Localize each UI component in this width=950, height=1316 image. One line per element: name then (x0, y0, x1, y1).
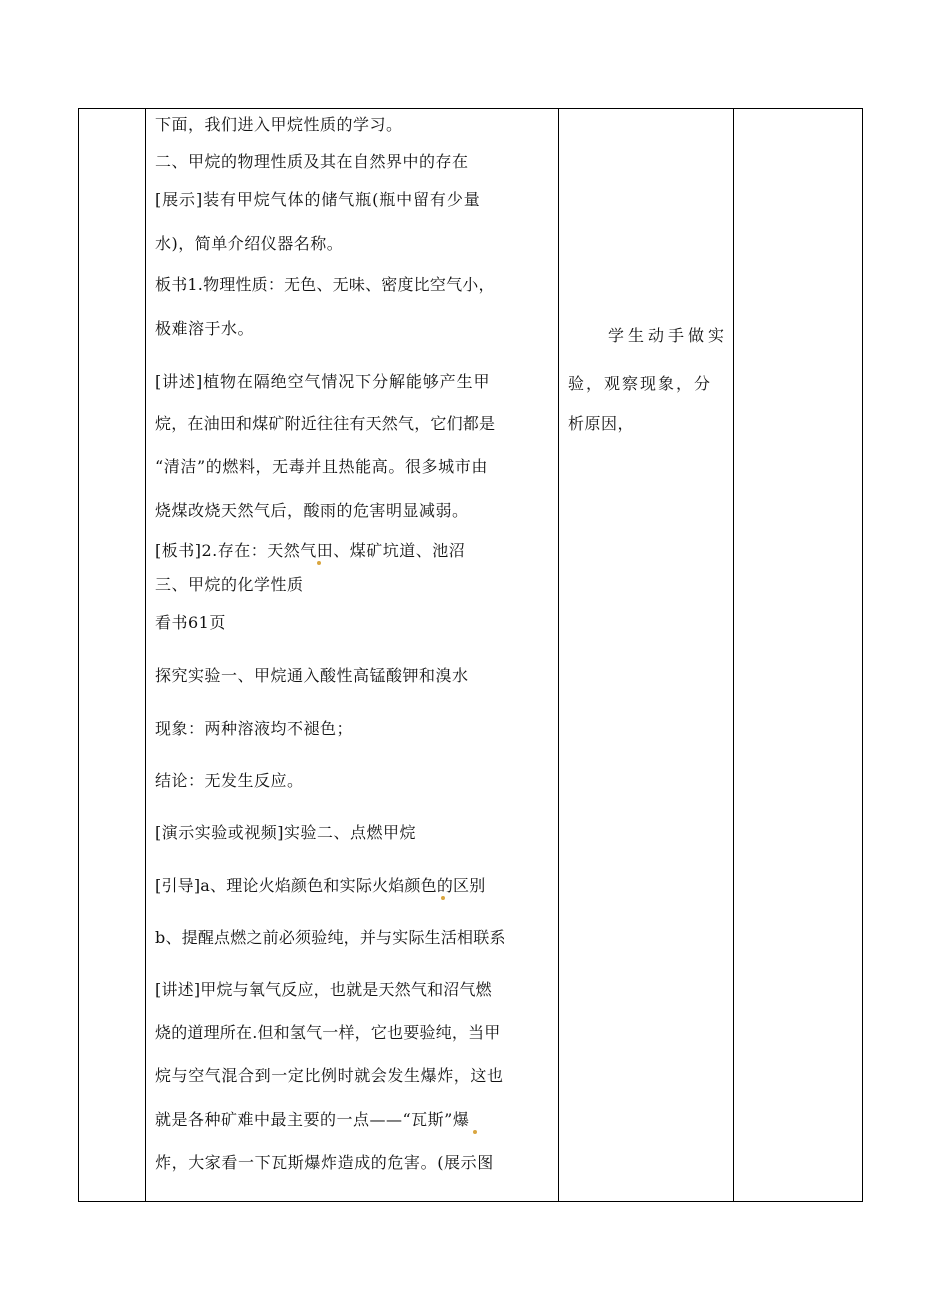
content-line: 结论：无发生反应。 (155, 771, 304, 790)
content-line: 下面，我们进入甲烷性质的学习。 (155, 115, 403, 134)
content-line: 烷，在油田和煤矿附近往往有天然气，它们都是 (155, 414, 496, 433)
content-line: [引导]a、理论火焰颜色和实际火焰颜色的区别 (155, 876, 486, 895)
content-line: 就是各种矿难中最主要的一点——“瓦斯”爆 (155, 1110, 470, 1129)
student-line: 析原因， (568, 414, 635, 433)
content-line: [讲述]甲烷与氧气反应，也就是天然气和沼气燃 (155, 980, 492, 999)
content-line: b、提醒点燃之前必须验纯，并与实际生活相联系 (155, 928, 506, 947)
content-line: [讲述]植物在隔绝空气情况下分解能够产生甲 (155, 372, 491, 391)
content-line: 烧煤改烧天然气后，酸雨的危害明显减弱。 (155, 501, 469, 520)
emphasis-dot-mark (473, 1130, 477, 1134)
column-divider (558, 109, 559, 1201)
content-line: 烷与空气混合到一定比例时就会发生爆炸，这也 (155, 1066, 504, 1085)
content-line: 板书1.物理性质：无色、无味、密度比空气小， (155, 275, 495, 294)
content-line: [板书]2.存在：天然气田、煤矿坑道、池沼 (155, 541, 466, 560)
content-line: [演示实验或视频]实验二、点燃甲烷 (155, 823, 416, 842)
content-line: 烧的道理所在.但和氢气一样，它也要验纯，当甲 (155, 1023, 501, 1042)
column-divider (145, 109, 146, 1201)
emphasis-dot-mark (441, 896, 445, 900)
emphasis-dot-mark (317, 561, 321, 565)
content-line: 看书61页 (155, 613, 226, 632)
content-line: 三、甲烷的化学性质 (155, 575, 304, 594)
content-line: 极难溶于水。 (155, 319, 255, 338)
student-line: 验，观察现象，分 (568, 374, 713, 393)
column-divider (733, 109, 734, 1201)
lesson-table (78, 108, 863, 1202)
content-line: 水)，简单介绍仪器名称。 (155, 234, 344, 253)
content-line: 炸，大家看一下瓦斯爆炸造成的危害。(展示图 (155, 1153, 494, 1172)
content-line: [展示]装有甲烷气体的储气瓶(瓶中留有少量 (155, 190, 481, 209)
content-line: 现象：两种溶液均不褪色； (155, 719, 354, 738)
student-line: 学生动手做实 (608, 326, 729, 345)
content-line: “清洁”的燃料，无毒并且热能高。很多城市由 (155, 457, 488, 476)
content-line: 探究实验一、甲烷通入酸性高锰酸钾和溴水 (155, 666, 469, 685)
content-line: 二、甲烷的物理性质及其在自然界中的存在 (155, 152, 469, 171)
